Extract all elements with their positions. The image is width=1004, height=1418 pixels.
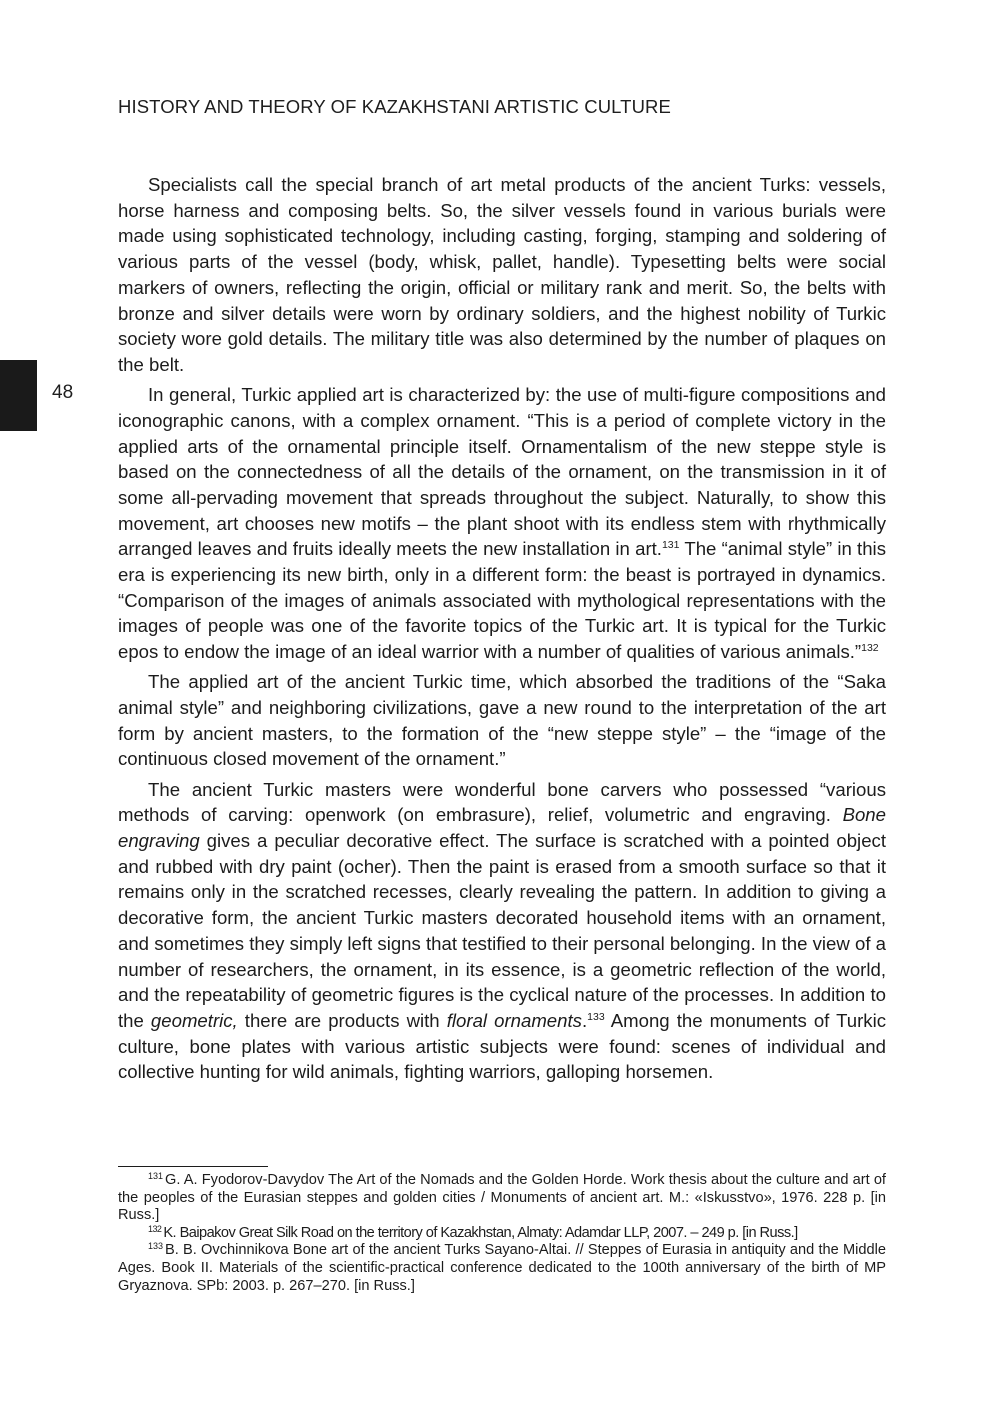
- footnote-number: 131: [148, 1171, 164, 1181]
- footnotes: [118, 1172, 886, 1295]
- paragraph-4: [118, 777, 886, 1085]
- paragraph-4-text-d: .: [581, 1010, 588, 1031]
- footnote-text: G. A. Fyodorov-Davydov The Art of the Nomads and the Golden Horde. Work thesis about the culture and art of the peoples of the Eurasian steppes and golden cities / Monuments of ancient art. M.: «Iskusstvo», 1976. 228 p. [in Russ.]: [118, 1172, 886, 1224]
- footnote-133: [118, 1242, 886, 1295]
- paragraph-2-text-a: In general, Turkic applied art is characterized by: the use of multi-figure compositions and iconographic canons, with a complex ornament. “This is a period of complete victory in the applied arts of the ornamental principle itself. Ornamentalism of the new steppe style is based on the connectedness of all the details of the ornament, on the transmission in it of some all-pervading movement that spreads throughout the subject. Naturally, to show this movement, art chooses new motifs – the plant shoot with its endless stem with rhythmically arranged leaves and fruits ideally meets the new installation in art.: [118, 384, 886, 560]
- footnote-ref-133[interactable]: 133: [587, 1011, 605, 1023]
- footnote-text: B. B. Ovchinnikova Bone art of the ancient Turks Sayano-Altai. // Steppes of Eurasia in antiquity and the Middle Ages. Book II. Materials of the scientific-practical conference dedicated to the 100th anniversary of the birth of MP Gryaznova. SPb: 2003. p. 267–270. [in Russ.]: [118, 1242, 886, 1294]
- term-bone-engraving: Bone engraving: [118, 804, 886, 852]
- paragraph-3: [118, 669, 886, 772]
- footnote-text: K. Baipakov Great Silk Road on the territory of Kazakhstan, Almaty: Adamdar LLP, 2007. – 249 p. [in Russ.]: [163, 1224, 798, 1241]
- paragraph-4-text-a: The ancient Turkic masters were wonderful bone carvers who possessed “various methods of carving: openwork (on embrasure), relief, volumetric and engraving.: [118, 778, 886, 826]
- footnote-ref-131[interactable]: 131: [661, 539, 680, 552]
- paragraph-4-text-c: there are products with: [237, 1010, 447, 1031]
- paragraph-3-text: The applied art of the ancient Turkic time, which absorbed the traditions of the “Saka animal style” and neighboring civilizations, gave a new round to the interpretation of the art form by ancient masters, to the formation of the “new steppe style” – the “image of the continuous closed movement of the ornament.”: [118, 671, 886, 770]
- footnote-number: 132: [148, 1223, 162, 1234]
- footnote-divider: [118, 1166, 268, 1167]
- main-text: [118, 172, 886, 1085]
- footnote-number: 133: [148, 1241, 164, 1252]
- paragraph-4-text-e: Among the monuments of Turkic culture, bone plates with various artistic subjects were found: scenes of individual and collective hunting for wild animals, fighting warriors, galloping horsemen.: [118, 1010, 887, 1083]
- term-geometric: geometric,: [150, 1010, 238, 1031]
- term-floral-ornaments: floral ornaments: [446, 1010, 582, 1031]
- page-number: 48: [52, 382, 74, 403]
- footnote-132: [118, 1225, 886, 1243]
- paragraph-1: [118, 172, 886, 378]
- paragraph-2: [118, 382, 886, 665]
- footnote-131: [118, 1172, 886, 1225]
- running-title: HISTORY AND THEORY OF KAZAKHSTANI ARTISTIC CULTURE: [118, 96, 671, 117]
- paragraph-4-text-b: gives a peculiar decorative effect. The surface is scratched with a pointed object and rubbed with dry paint (ocher). Then the paint is erased from a smooth surface so that it remains only in the scratched recesses, clearly revealing the pattern. In addition to giving a decorative form, the ancient Turkic masters decorated household items with an ornament, and sometimes they simply left signs that testified to their personal belonging. In the view of a number of researchers, the ornament, in its essence, is a geometric reflection of the world, and the repeatability of geometric figures is the cyclical nature of the processes. In addition to the: [118, 830, 886, 1031]
- chapter-tab-marker: [0, 360, 37, 431]
- paragraph-1-text: Specialists call the special branch of art metal products of the ancient Turks: vessels, horse harness and composing belts. So, the silver vessels found in various burials were made using sophisticated technology, including casting, forging, stamping and soldering of various parts of the vessel (body, whisk, pallet, handle). Typesetting belts were social markers of owners, reflecting the origin, official or military rank and merit. So, the belts with bronze and silver details were worn by ordinary soldiers, and the highest nobility of Turkic society wore gold details. The military title was also determined by the number of plaques on the belt.: [118, 174, 886, 375]
- paragraph-2-text-b: The “animal style” in this era is experiencing its new birth, only in a different form: the beast is portrayed in dynamics. “Comparison of the images of animals associated with mythological representations with the images of people was one of the favorite topics of the Turkic art. It is typical for the Turkic epos to endow the image of an ideal warrior with a number of qualities of various animals.”: [118, 538, 886, 663]
- footnote-ref-132[interactable]: 132: [861, 642, 879, 655]
